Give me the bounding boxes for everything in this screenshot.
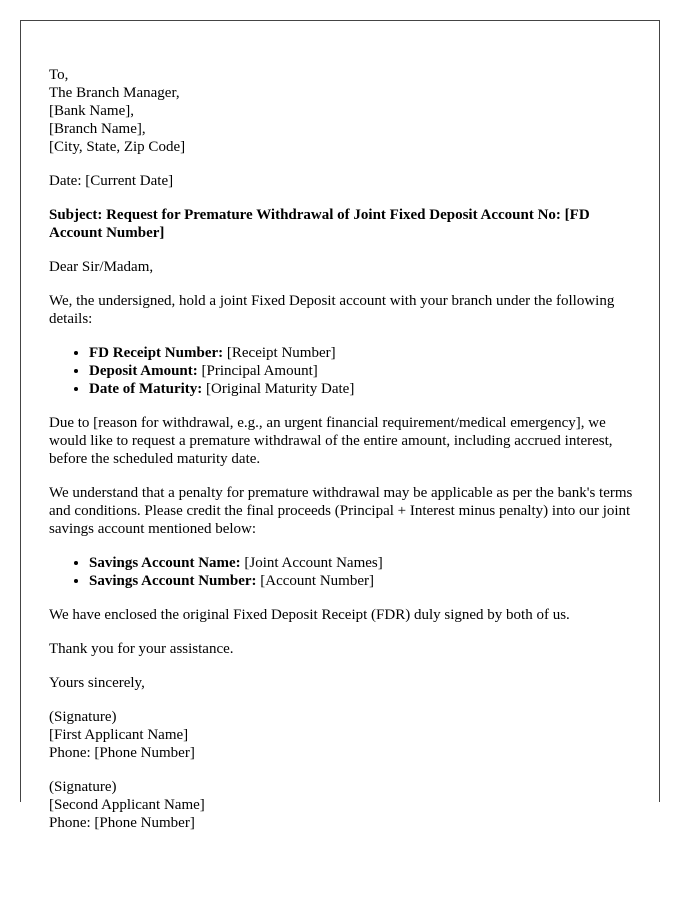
applicant-2-name: [Second Applicant Name] [49,797,205,813]
address-to: To, [49,67,69,83]
savings-name-value: [Joint Account Names] [240,555,383,571]
savings-details-list [49,554,639,590]
deposit-amount-label: Deposit Amount: [89,363,198,379]
letter-subject: Subject: Request for Premature Withdrawal of Joint Fixed Deposit Account No: [FD Account Number] [49,207,590,241]
address-line-4: [City, State, Zip Code] [49,139,186,155]
letter-body [49,50,639,832]
applicant-1-signature: (Signature) [49,709,117,725]
deposit-amount-value: [Principal Amount] [197,363,318,379]
applicant-1-phone: Phone: [Phone Number] [49,745,195,761]
thanks-paragraph: Thank you for your assistance. [49,641,234,657]
penalty-paragraph: We understand that a penalty for premature withdrawal may be applicable as per the bank's terms and conditions. Please credit the final proceeds (Principal + Interest minus penalty) into our joint savings account mentioned below: [49,485,633,537]
list-item [89,572,639,590]
letter-page [20,20,660,831]
applicant-2-phone: Phone: [Phone Number] [49,815,195,831]
list-item [89,380,639,398]
list-item [89,362,639,380]
applicant-1-name: [First Applicant Name] [49,727,189,743]
salutation: Dear Sir/Madam, [49,259,154,275]
fd-receipt-label: FD Receipt Number: [89,345,224,361]
savings-number-label: Savings Account Number: [89,573,257,589]
applicant-2-signature: (Signature) [49,779,117,795]
list-item [89,344,639,362]
maturity-date-value: [Original Maturity Date] [202,381,355,397]
address-line-3: [Branch Name], [49,121,146,137]
fd-details-list [49,344,639,398]
fd-receipt-value: [Receipt Number] [223,345,336,361]
enclosure-paragraph: We have enclosed the original Fixed Deposit Receipt (FDR) duly signed by both of us. [49,607,570,623]
maturity-date-label: Date of Maturity: [89,381,203,397]
address-line-2: [Bank Name], [49,103,134,119]
address-line-1: The Branch Manager, [49,85,180,101]
savings-number-value: [Account Number] [256,573,374,589]
reason-paragraph: Due to [reason for withdrawal, e.g., an urgent financial requirement/medical emergency], we would like to request a premature withdrawal of the entire amount, including accrued interest, before the scheduled maturity date. [49,415,613,467]
intro-paragraph: We, the undersigned, hold a joint Fixed Deposit account with your branch under the following details: [49,293,615,327]
applicant-2-block [49,778,639,832]
list-item [89,554,639,572]
applicant-1-block [49,708,639,762]
closing: Yours sincerely, [49,675,145,691]
savings-name-label: Savings Account Name: [89,555,241,571]
letter-date: Date: [Current Date] [49,173,174,189]
